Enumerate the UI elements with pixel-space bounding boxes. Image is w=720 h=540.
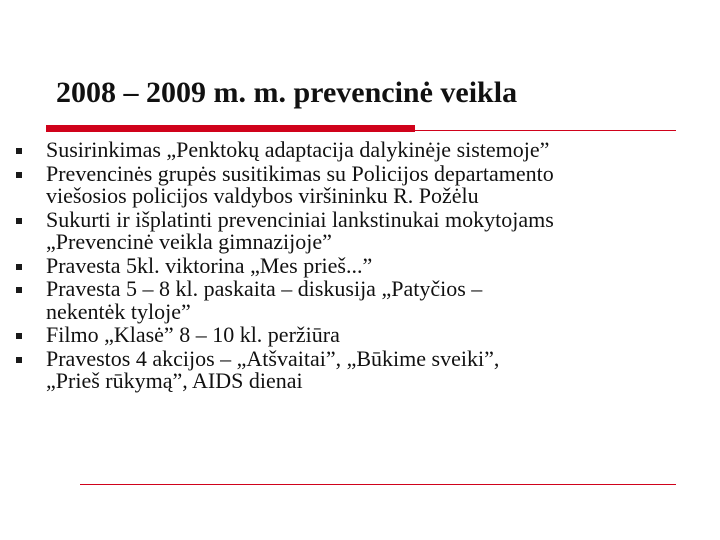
- bullet-item-3: [0, 206, 720, 254]
- bullet-text: Pravestos 4 akcijos – „Atšvaitai”, „Būkime sveiki”, „Prieš rūkymą”, AIDS dienai: [46, 345, 500, 393]
- footer-rule: [80, 484, 676, 485]
- bullet-item-2: [0, 160, 720, 208]
- square-bullet-icon: [16, 357, 22, 363]
- title-underline: [46, 130, 676, 131]
- bullet-text: Filmo „Klasė” 8 – 10 kl. peržiūra: [46, 322, 340, 347]
- bullet-item-7: [0, 345, 720, 393]
- square-bullet-icon: [16, 218, 22, 224]
- bullet-item-4: [0, 252, 720, 278]
- bullet-text: Susirinkimas „Penktokų adaptacija dalykinėje sistemoje”: [46, 137, 550, 162]
- square-bullet-icon: [16, 264, 22, 270]
- bullet-item-5: [0, 278, 720, 323]
- bullet-item-6: [0, 324, 720, 347]
- bullet-list: [0, 139, 720, 394]
- square-bullet-icon: [16, 148, 22, 154]
- slide-title: 2008 – 2009 m. m. prevencinė veikla: [56, 76, 518, 109]
- bullet-item-1: [0, 139, 720, 162]
- bullet-text: Pravesta 5kl. viktorina „Mes prieš...”: [46, 252, 373, 278]
- bullet-text: Sukurti ir išplatinti prevenciniai lankstinukai mokytojams „Prevencinė veikla gimnazijoje”: [46, 206, 554, 254]
- square-bullet-icon: [16, 287, 22, 293]
- square-bullet-icon: [16, 172, 22, 178]
- square-bullet-icon: [16, 333, 22, 339]
- bullet-text: Pravesta 5 – 8 kl. paskaita – diskusija „Patyčios – nekentėk tyloje”: [46, 276, 483, 324]
- bullet-text: Prevencinės grupės susitikimas su Policijos departamento viešosios policijos valdybos viršininku R. Požėlu: [46, 160, 554, 208]
